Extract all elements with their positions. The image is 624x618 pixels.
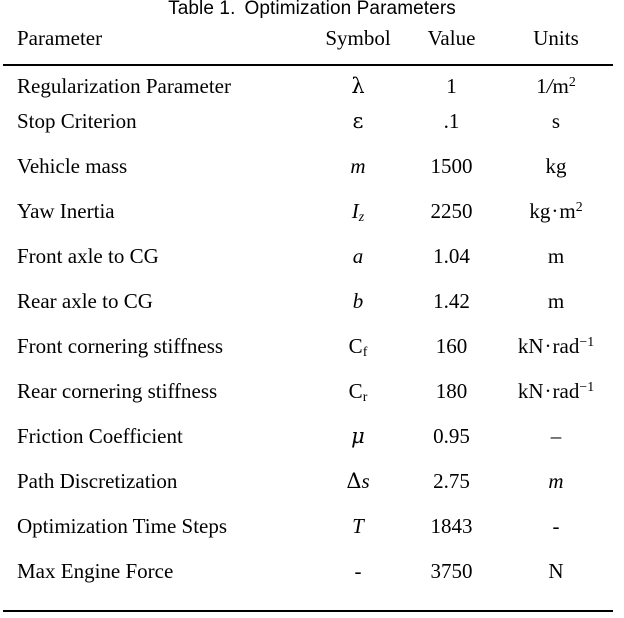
cell-units bbox=[499, 379, 613, 424]
table-row bbox=[3, 379, 613, 424]
unit-cdot: · bbox=[544, 379, 552, 403]
cell-units: N bbox=[548, 559, 564, 583]
cell-parameter: Rear axle to CG bbox=[17, 289, 153, 313]
symbol-I: I bbox=[351, 199, 359, 223]
symbol-C: C bbox=[348, 334, 363, 358]
cell-units: m bbox=[547, 289, 565, 313]
table-row bbox=[3, 109, 613, 154]
cell-units bbox=[499, 199, 613, 244]
cell-units: – bbox=[550, 424, 562, 448]
cell-symbol bbox=[312, 154, 404, 199]
table-row bbox=[3, 289, 613, 334]
table-row bbox=[3, 64, 613, 109]
cell-symbol bbox=[312, 109, 404, 154]
bottom-rule bbox=[3, 610, 613, 612]
cell-symbol bbox=[312, 514, 404, 559]
cell-parameter: Yaw Inertia bbox=[17, 199, 115, 223]
cell-units: m bbox=[547, 244, 565, 268]
cell-symbol bbox=[312, 469, 404, 514]
unit-kN: kN bbox=[517, 379, 544, 403]
table-body bbox=[3, 64, 613, 604]
symbol-b: b bbox=[352, 289, 364, 313]
table-row bbox=[3, 424, 613, 469]
cell-units: kg bbox=[545, 154, 567, 178]
table-row bbox=[3, 154, 613, 199]
cell-parameter: Optimization Time Steps bbox=[17, 514, 228, 538]
unit-exponent-2: 2 bbox=[575, 198, 583, 214]
cell-units: s bbox=[551, 109, 561, 133]
unit-metre: m bbox=[559, 199, 576, 223]
column-header-parameter: Parameter bbox=[17, 26, 103, 50]
cell-symbol bbox=[312, 424, 404, 469]
unit-exponent-2: 2 bbox=[568, 73, 576, 89]
symbol-delta: Δ bbox=[346, 469, 362, 493]
table-caption bbox=[0, 0, 624, 20]
symbol-I-subscript: z bbox=[358, 209, 365, 225]
unit-kg: kg bbox=[529, 199, 551, 223]
cell-parameter: Front axle to CG bbox=[17, 244, 159, 268]
unit-metre: m bbox=[552, 74, 569, 98]
cell-value: 3750 bbox=[430, 559, 473, 583]
cell-symbol bbox=[312, 334, 404, 379]
cell-units bbox=[499, 469, 613, 514]
unit-exponent-minus1: −1 bbox=[579, 378, 595, 394]
table-row bbox=[3, 469, 613, 514]
table-header bbox=[3, 26, 613, 64]
cell-parameter: Max Engine Force bbox=[17, 559, 174, 583]
cell-parameter: Rear cornering stiffness bbox=[17, 379, 218, 403]
symbol-T: T bbox=[352, 514, 364, 538]
symbol-mu: μ bbox=[351, 424, 365, 448]
unit-cdot: · bbox=[544, 334, 552, 358]
cell-symbol: - bbox=[354, 559, 362, 583]
unit-exponent-minus1: −1 bbox=[579, 333, 595, 349]
unit-metre-italic: m bbox=[548, 469, 564, 493]
symbol-C-subscript-f: f bbox=[362, 344, 368, 360]
cell-value: 1 bbox=[446, 74, 457, 98]
cell-parameter: Stop Criterion bbox=[17, 109, 137, 133]
optimization-parameters-table bbox=[3, 26, 613, 604]
symbol-C: C bbox=[348, 379, 363, 403]
symbol-epsilon: ε bbox=[352, 109, 364, 133]
symbol-lambda: λ bbox=[351, 74, 365, 98]
caption-title: Optimization Parameters bbox=[244, 0, 456, 19]
cell-symbol bbox=[312, 379, 404, 424]
symbol-C-subscript-r: r bbox=[362, 389, 368, 405]
cell-parameter: Friction Coefficient bbox=[17, 424, 183, 448]
cell-value: 1.42 bbox=[433, 289, 470, 313]
symbol-s: s bbox=[361, 469, 370, 493]
cell-value: 2250 bbox=[430, 199, 473, 223]
table-row bbox=[3, 514, 613, 559]
cell-value: 1500 bbox=[430, 154, 473, 178]
cell-value: 2.75 bbox=[433, 469, 470, 493]
cell-units: - bbox=[552, 514, 560, 538]
column-header-symbol: Symbol bbox=[325, 26, 391, 50]
table-row bbox=[3, 199, 613, 244]
column-header-units: Units bbox=[533, 26, 579, 50]
cell-symbol bbox=[312, 199, 404, 244]
cell-parameter: Front cornering stiffness bbox=[17, 334, 224, 358]
unit-slash: / bbox=[546, 74, 553, 98]
unit-kN: kN bbox=[517, 334, 544, 358]
cell-units bbox=[499, 64, 613, 109]
unit-rad: rad bbox=[552, 379, 580, 403]
unit-one: 1 bbox=[536, 74, 547, 98]
cell-value: .1 bbox=[443, 109, 460, 133]
cell-parameter: Regularization Parameter bbox=[17, 74, 231, 98]
table-row bbox=[3, 559, 613, 604]
cell-symbol bbox=[312, 64, 404, 109]
column-header-value: Value bbox=[427, 26, 476, 50]
cell-value: 180 bbox=[435, 379, 468, 403]
cell-symbol bbox=[312, 244, 404, 289]
cell-value: 1843 bbox=[430, 514, 473, 538]
cell-value: 160 bbox=[435, 334, 468, 358]
symbol-m: m bbox=[350, 154, 366, 178]
cell-value: 1.04 bbox=[433, 244, 470, 268]
table-row bbox=[3, 334, 613, 379]
symbol-a: a bbox=[352, 244, 364, 268]
cell-value: 0.95 bbox=[433, 424, 470, 448]
cell-units bbox=[499, 334, 613, 379]
unit-cdot: · bbox=[551, 199, 559, 223]
cell-symbol bbox=[312, 289, 404, 334]
table-header-row bbox=[3, 26, 613, 64]
table-row bbox=[3, 244, 613, 289]
cell-parameter: Path Discretization bbox=[17, 469, 178, 493]
caption-label: Table 1. bbox=[168, 0, 236, 19]
unit-rad: rad bbox=[552, 334, 580, 358]
cell-parameter: Vehicle mass bbox=[17, 154, 128, 178]
